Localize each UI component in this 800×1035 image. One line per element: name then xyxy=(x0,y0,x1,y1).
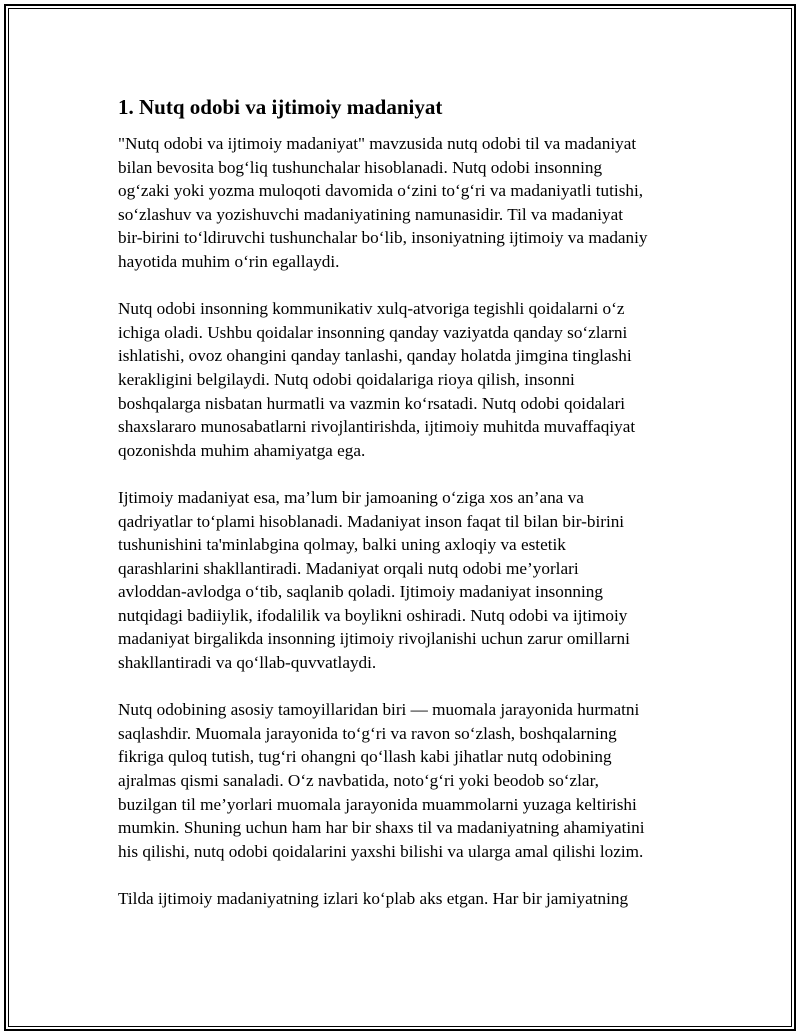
paragraph-1: "Nutq odobi va ijtimoiy madaniyat" mavzusida nutq odobi til va madaniyat bilan bevosita bog‘liq tushunchalar hisoblanadi. Nutq odobi insonning og‘zaki yoki yozma muloqoti davomida o‘zini to‘g‘ri va madaniyatli tutishi, so‘zlashuv va yozishuvchi madaniyatining namunasidir. Til va madaniyat bir-birini to‘ldiruvchi tushunchalar bo‘lib, insoniyatning ijtimoiy va madaniy hayotida muhim o‘rin egallaydi. xyxy=(118,134,648,271)
document-body xyxy=(118,93,698,934)
paragraph-2: Nutq odobi insonning kommunikativ xulq-atvoriga tegishli qoidalarni o‘z ichiga oladi. Ushbu qoidalar insonning qanday vaziyatda qanday so‘zlarni ishlatishi, ovoz ohangini qanday tanlashi, qanday holatda jimgina tinglashi kerakligini belgilaydi. Nutq odobi qoidalariga rioya qilish, insonni boshqalarga nisbatan hurmatli va vazmin ko‘rsatadi. Nutq odobi qoidalari shaxslararo munosabatlarni rivojlantirishda, ijtimoiy muhitda muvaffaqiyat qozonishda muhim ahamiyatga ega. xyxy=(118,299,636,460)
paragraph-3: Ijtimoiy madaniyat esa, ma’lum bir jamoaning o‘ziga xos an’ana va qadriyatlar to‘plami hisoblanadi. Madaniyat inson faqat til bilan bir-birini tushunishini ta'minlabgina qolmay, balki uning axloqiy va estetik qarashlarini shakllantiradi. Madaniyat orqali nutq odobi me’yorlari avloddan-avlodga o‘tib, saqlanib qoladi. Ijtimoiy madaniyat insonning nutqidagi badiiylik, ifodalilik va boylikni oshiradi. Nutq odobi va ijtimoiy madaniyat birgalikda insonning ijtimoiy rivojlanishi uchun zarur omillarni shakllantiradi va qo‘llab-quvvatlaydi. xyxy=(118,487,630,673)
paragraph-5: Tilda ijtimoiy madaniyatning izlari ko‘plab aks etgan. Har bir jamiyatning xyxy=(118,889,629,908)
section-heading: 1. Nutq odobi va ijtimoiy madaniyat xyxy=(118,95,443,119)
paragraph-4: Nutq odobining asosiy tamoyillaridan biri — muomala jarayonida hurmatni saqlashdir. Muomala jarayonida to‘g‘ri va ravon so‘zlash, boshqalarning fikriga quloq tutish, tug‘ri ohangni qo‘llash kabi jihatlar nutq odobining ajralmas qismi sanaladi. O‘z navbatida, noto‘g‘ri yoki beodob so‘zlar, buzilgan til me’yorlari muomala jarayonida muammolarni yuzaga keltirishi mumkin. Shuning uchun ham har bir shaxs til va madaniyatning ahamiyatini his qilishi, nutq odobi qoidalarini yaxshi bilishi va ularga amal qilishi lozim. xyxy=(118,700,645,861)
